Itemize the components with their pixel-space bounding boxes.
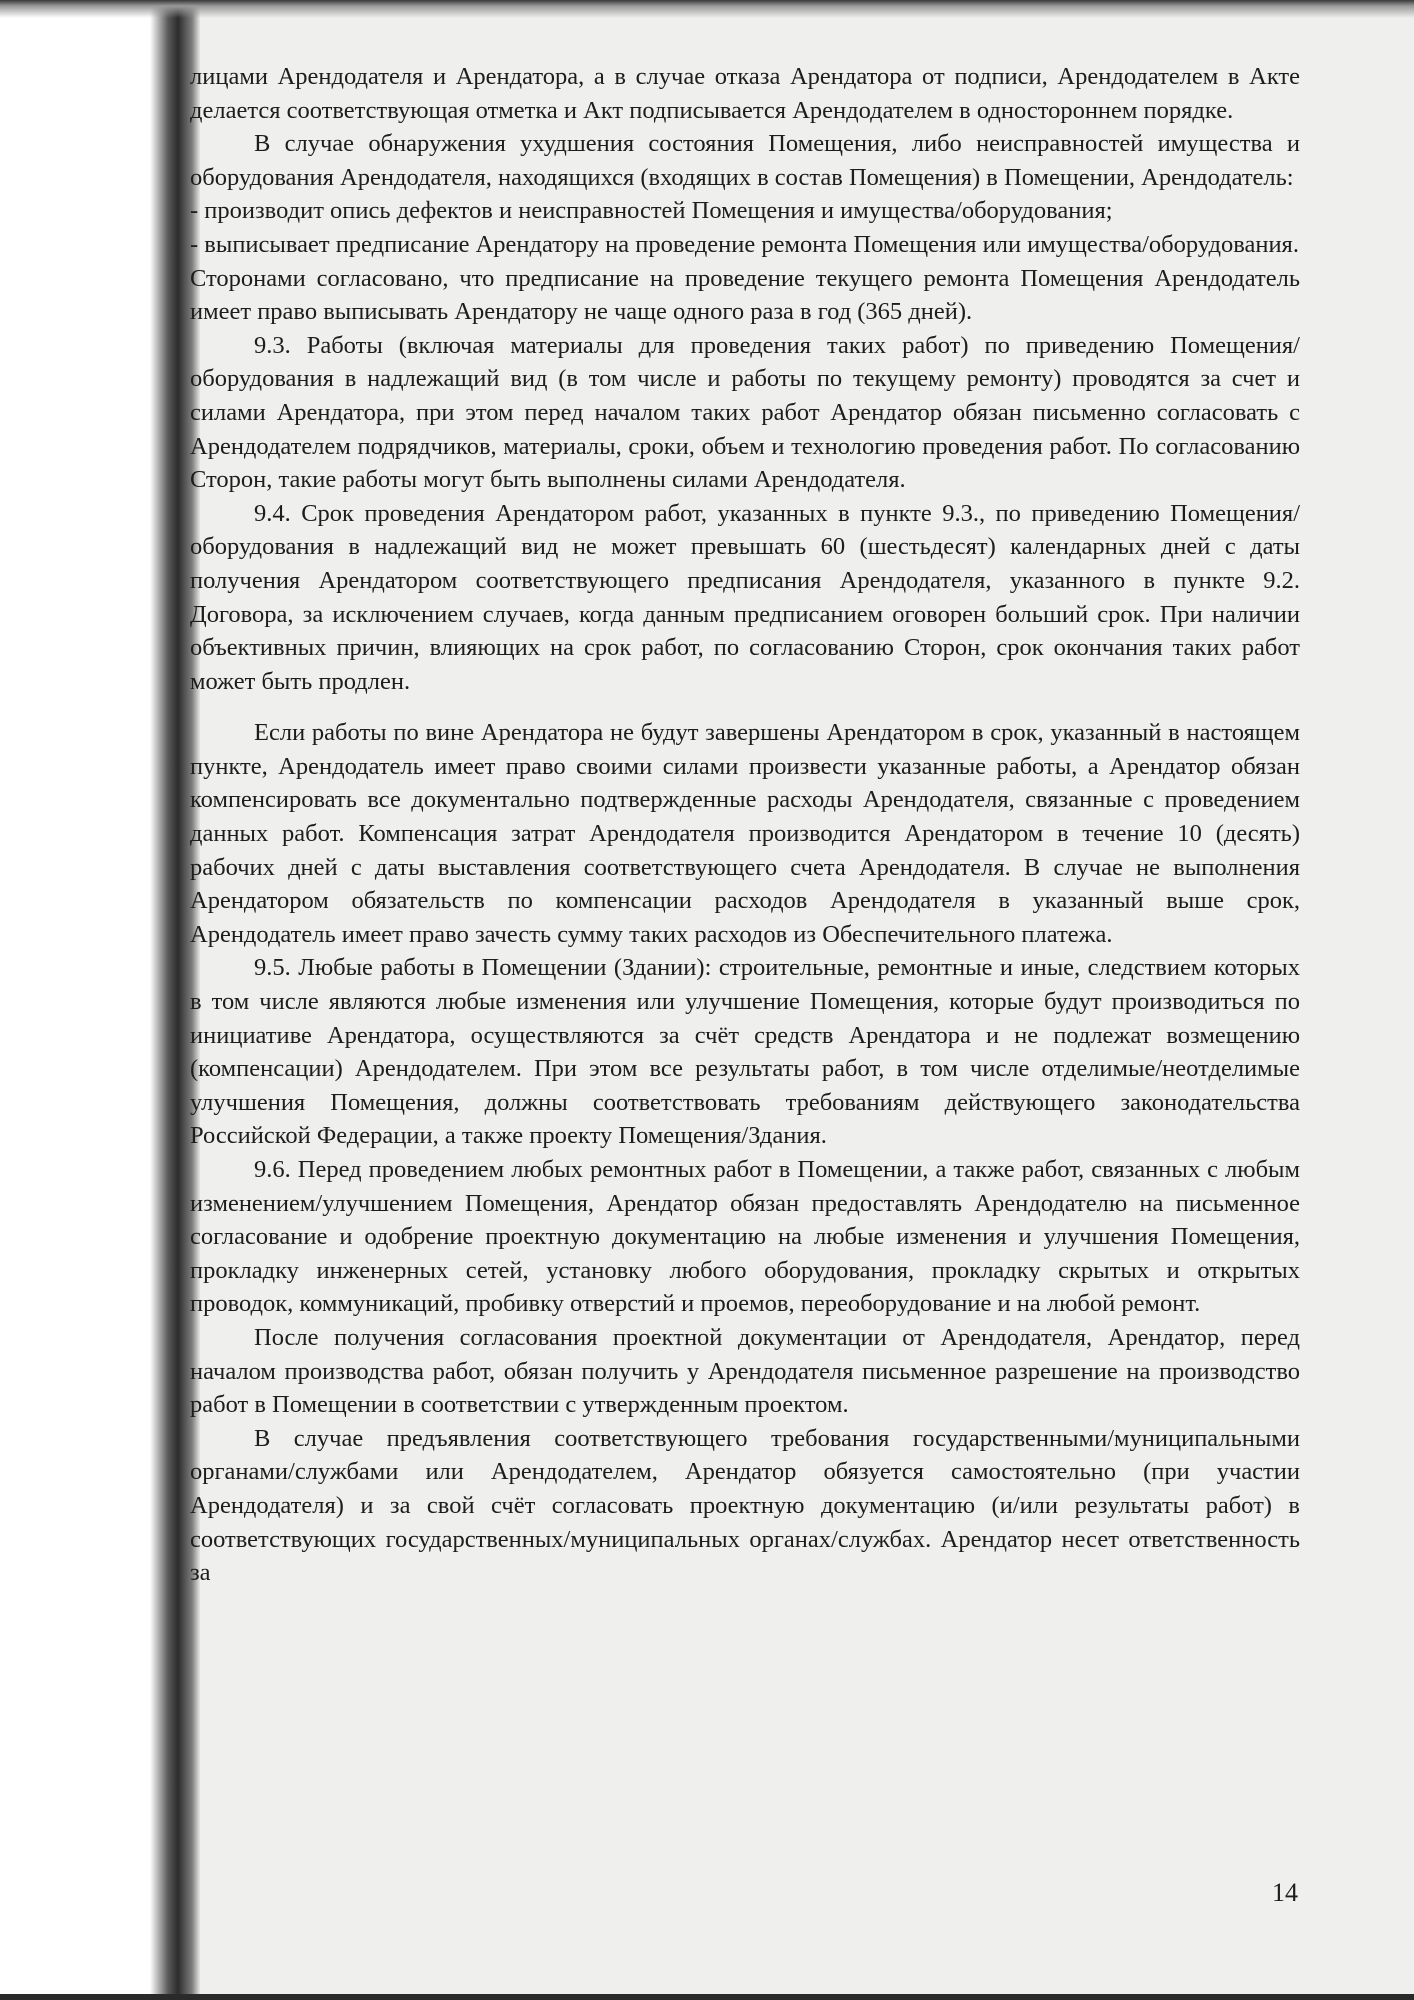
- paragraph-2: В случае обнаружения ухудшения состояния Помещения, либо неисправностей имущества и оборудования Арендодателя, находящихся (входящих в состав Помещения) в Помещении, Арендодатель:: [190, 130, 1300, 191]
- paragraph-3-list-item: - производит опись дефектов и неисправностей Помещения и имущества/оборудования;: [190, 197, 1113, 225]
- bottom-edge: [0, 1994, 1414, 2000]
- paragraph-4-list-item: - выписывает предписание Арендатору на проведение ремонта Помещения или имущества/оборудования.: [190, 230, 1299, 258]
- paragraph-9-5: 9.5. Любые работы в Помещении (Здании): строительные, ремонтные и иные, следствием которых в том числе являются любые изменения или улучшение Помещения, которые будут производиться по инициативе Арендатора, осуществляются за счёт средств Арендатора и не подлежат возмещению (компенсации) Арендодателем. При этом все результаты работ, в том числе отделимые/неотделимые улучшения Помещения, должны соответствовать требованиям действующего законодательства Российской Федерации, а также проекту Помещения/Здания.: [190, 954, 1300, 1150]
- paragraph-9-3: 9.3. Работы (включая материалы для проведения таких работ) по приведению Помещения/оборудования в надлежащий вид (в том числе и работы по текущему ремонту) проводятся за счет и силами Арендатора, при этом перед началом таких работ Арендатор обязан письменно согласовать с Арендодателем подрядчиков, материалы, сроки, объем и технологию проведения работ. По согласованию Сторон, такие работы могут быть выполнены силами Арендодателя.: [190, 331, 1300, 494]
- paragraph-9-6: 9.6. Перед проведением любых ремонтных работ в Помещении, а также работ, связанных с любым изменением/улучшением Помещения, Арендатор обязан предоставлять Арендодателю на письменное согласование и одобрение проектную документацию на любые изменения и улучшения Помещения, прокладку инженерных сетей, установку любого оборудования, прокладку скрытых и открытых проводок, коммуникаций, пробивку отверстий и проемов, переоборудование и на любой ремонт.: [190, 1156, 1300, 1318]
- paragraph-9-6-approval: После получения согласования проектной документации от Арендодателя, Арендатор, перед началом производства работ, обязан получить у Арендодателя письменное разрешение на производство работ в Помещении в соответствии с утвержденным проектом.: [190, 1323, 1300, 1419]
- top-edge-shadow: [0, 0, 1414, 18]
- page-number: 14: [1272, 1878, 1298, 1907]
- binding-shadow: [0, 0, 200, 2000]
- paragraph-9-4: 9.4. Срок проведения Арендатором работ, указанных в пункте 9.3., по приведению Помещения/оборудования в надлежащий вид не может превышать 60 (шестьдесят) календарных дней с даты получения Арендатором соответствующего предписания Арендодателя, указанного в пункте 9.2. Договора, за исключением случаев, когда данным предписанием оговорен больший срок. При наличии объективных причин, влияющих на срок работ, по согласованию Сторон, срок окончания таких работ может быть продлен.: [190, 499, 1300, 695]
- document-body: [190, 60, 1300, 1590]
- paragraph-1: лицами Арендодателя и Арендатора, а в случае отказа Арендатора от подписи, Арендодателем в Акте делается соответствующая отметка и Акт подписывается Арендодателем в одностороннем порядке.: [190, 63, 1300, 124]
- paragraph-9-4-continued: Если работы по вине Арендатора не будут завершены Арендатором в срок, указанный в настоящем пункте, Арендодатель имеет право своими силами произвести указанные работы, а Арендатор обязан компенсировать все документально подтвержденные расходы Арендодателя, связанные с проведением данных работ. Компенсация затрат Арендодателя производится Арендатором в течение 10 (десять) рабочих дней с даты выставления соответствующего счета Арендодателя. В случае не выполнения Арендатором обязательств по компенсации расходов Арендодателя в указанный выше срок, Арендодатель имеет право зачесть сумму таких расходов из Обеспечительного платежа.: [190, 719, 1300, 948]
- paragraph-5: Сторонами согласовано, что предписание на проведение текущего ремонта Помещения Арендодатель имеет право выписывать Арендатору не чаще одного раза в год (365 дней).: [190, 264, 1300, 326]
- paragraph-9-6-requirements: В случае предъявления соответствующего требования государственными/муниципальными органами/службами или Арендодателем, Арендатор обязуется самостоятельно (при участии Арендодателя) и за свой счёт согласовать проектную документацию (и/или результаты работ) в соответствующих государственных/муниципальных органах/службах. Арендатор несет ответственность за: [190, 1424, 1300, 1587]
